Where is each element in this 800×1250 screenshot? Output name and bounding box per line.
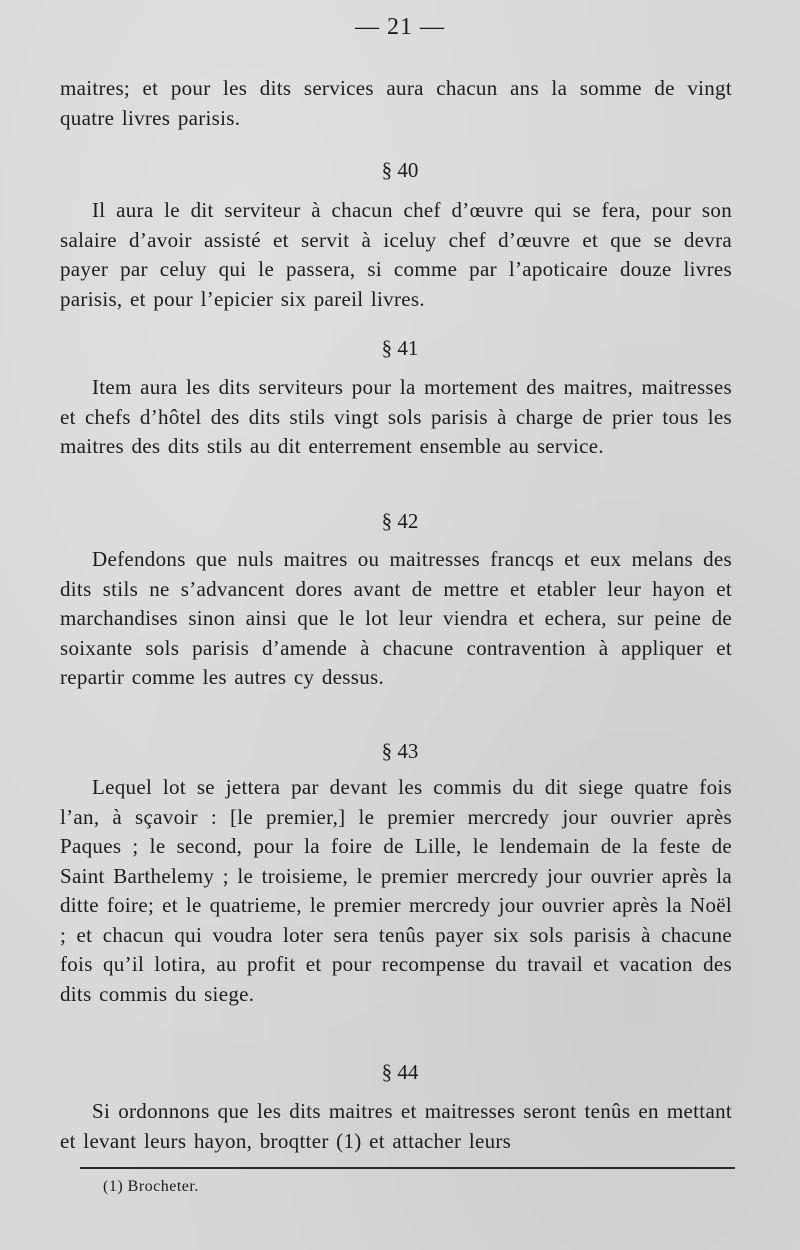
footnote-divider (80, 1167, 735, 1169)
section-heading-40: § 40 (381, 158, 419, 182)
section-heading-43: § 43 (381, 739, 419, 763)
paragraph-43: Lequel lot se jettera par devant les commis du dit siege quatre fois l’an, à sçavoir : [le premier,] le premier mercredy jour ouvrier après Paques ; le second, pour la foire de Lille, le lendemain de la feste de Saint Barthelemy ; le troisieme, le premier mercredy jour ouvrier après la ditte foire; et le quatrieme, le premier mercredy jour ouvrier après la Noël ; et chacun qui voudra loter sera tenûs payer six sols parisis à chacune fois qu’il lotira, au profit et pour recompense du travail et vacation des dits commis du siege. (60, 775, 732, 1006)
section-heading-41: § 41 (381, 336, 419, 360)
paragraph-44: Si ordonnons que les dits maitres et maitresses seront tenûs en mettant et levant leurs hayon, broqtter (1) et attacher leurs (60, 1099, 732, 1153)
paragraph-42: Defendons que nuls maitres ou maitresses francqs et eux melans des dits stils ne s’advancent dores avant de mettre et etabler leur hayon et marchandises sinon ainsi que le lot leur viendra et echera, sur peine de soixante sols parisis d’amende à chacune contravention à appliquer et repartir comme les autres cy dessus. (60, 547, 732, 689)
paragraph-continuation: maitres; et pour les dits services aura chacun ans la somme de vingt quatre livres parisis. (60, 76, 732, 130)
footnote: (1) Brocheter. (103, 1178, 199, 1195)
paragraph-41: Item aura les dits serviteurs pour la mortement des maitres, maitresses et chefs d’hôtel des dits stils vingt sols parisis à charge de prier tous les maitres des dits stils au dit enterrement ensemble au service. (60, 375, 732, 458)
section-heading-42: § 42 (381, 509, 419, 533)
paragraph-40: Il aura le dit serviteur à chacun chef d’œuvre qui se fera, pour son salaire d’avoir assisté et servit à iceluy chef d’œuvre et que se devra payer par celuy qui le passera, si comme par l’apoticaire douze livres parisis, et pour l’epicier six pareil livres. (60, 198, 732, 311)
page-number: — 21 — (355, 14, 445, 40)
section-heading-44: § 44 (381, 1060, 419, 1084)
